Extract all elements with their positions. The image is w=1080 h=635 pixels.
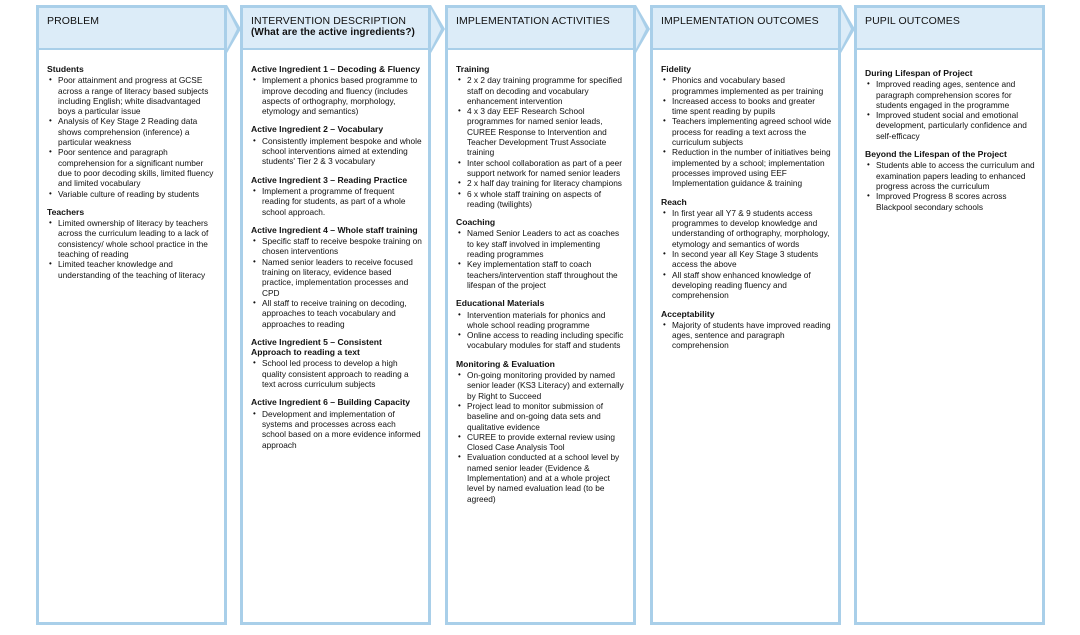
bullet-list <box>251 186 422 217</box>
section-title: Beyond the Lifespan of the Project <box>865 149 1007 160</box>
list-item: • Improved Progress 8 scores across Blackpool secondary schools <box>876 191 1036 212</box>
bullet-list <box>251 236 422 329</box>
column-body <box>448 50 633 504</box>
list-item: • Improved reading ages, sentence and paragraph comprehension scores for students engaged in the programme <box>876 79 1036 110</box>
list-item: • Development and implementation of systems and processes across each school based on a more evidence informed approach <box>262 409 422 450</box>
column-implementation-activities <box>445 5 636 625</box>
list-item: • Poor sentence and paragraph comprehension for a significant number due to poor decoding skills, limited fluency and limited vocabulary <box>58 147 218 188</box>
section-title: Reach <box>661 196 687 207</box>
list-item: • School led process to develop a high quality consistent approach to reading a text across curriculum subjects <box>262 358 422 389</box>
bullet-list <box>47 218 218 280</box>
list-item: • Teachers implementing agreed school wide process for reading a text across the curriculum subjects <box>672 116 832 147</box>
list-item: • Specific staff to receive bespoke training on chosen interventions <box>262 236 422 257</box>
column-title: PROBLEM <box>47 15 100 27</box>
section-title: Acceptability <box>661 308 715 319</box>
column-body <box>653 50 838 351</box>
list-item: • Majority of students have improved reading ages, sentence and paragraph comprehension <box>672 320 832 351</box>
column-header <box>857 8 1042 50</box>
bullet-list <box>661 208 832 301</box>
section-title: Students <box>47 64 84 74</box>
list-item: • Phonics and vocabulary based programmes implemented as per training <box>672 75 832 96</box>
bullet-list <box>456 310 627 351</box>
column-header <box>653 8 838 50</box>
column-body <box>39 50 224 280</box>
list-item: • CUREE to provide external review using Closed Case Analysis Tool <box>467 432 627 453</box>
list-item: • Named senior leaders to receive focused training on literacy, evidence based practice, implementation processes and CPD <box>262 257 422 298</box>
list-item: • Evaluation conducted at a school level by named senior leader (Evidence & Implementation) and at a whole project level by named evaluation lead (to be agreed) <box>467 452 627 503</box>
section-title: Active Ingredient 6 – Building Capacity <box>251 397 411 408</box>
column-body <box>243 50 428 450</box>
list-item: • Limited ownership of literacy by teachers across the curriculum leading to a lack of consistency/ whole school practice in the teaching of reading <box>58 218 218 259</box>
bullet-list <box>865 79 1036 141</box>
list-item: • Consistently implement bespoke and whole school interventions aimed at extending students' Tier 2 & 3 vocabulary <box>262 136 422 167</box>
column-title: INTERVENTION DESCRIPTION <box>251 15 407 27</box>
section-title: Active Ingredient 3 – Reading Practice <box>251 174 408 185</box>
section-title: Fidelity <box>661 64 692 74</box>
list-item: • 2 x half day training for literacy champions <box>467 178 627 188</box>
list-item: • Project lead to monitor submission of baseline and on-going data sets and qualitative evidence <box>467 401 627 432</box>
bullet-list <box>47 75 218 199</box>
list-item: • In second year all Key Stage 3 students access the above <box>672 249 832 270</box>
list-item: • All staff to receive training on decoding, approaches to teach vocabulary and approaches to reading <box>262 298 422 329</box>
column-header <box>39 8 224 50</box>
list-item: • Inter school collaboration as part of a peer support network for named senior leaders <box>467 158 627 179</box>
bullet-list <box>251 409 422 450</box>
list-item: • Poor attainment and progress at GCSE across a range of literacy based subjects including English; white disadvantaged boys a particular issue <box>58 75 218 116</box>
list-item: • Implement a programme of frequent reading for students, as part of a whole school approach. <box>262 186 422 217</box>
list-item: • All staff show enhanced knowledge of developing reading fluency and comprehension <box>672 270 832 301</box>
section-title: Active Ingredient 4 – Whole staff training <box>251 224 418 235</box>
arrow-right-icon <box>841 5 855 53</box>
column-implementation-outcomes <box>650 5 841 625</box>
section-title: Coaching <box>456 217 496 228</box>
bullet-list <box>661 75 832 188</box>
arrow-right-icon <box>636 5 650 53</box>
list-item: • Named Senior Leaders to act as coaches to key staff involved in implementing reading programmes <box>467 228 627 259</box>
bullet-list <box>251 75 422 116</box>
section-title: Active Ingredient 1 – Decoding & Fluency <box>251 64 421 74</box>
list-item: • Intervention materials for phonics and whole school reading programme <box>467 310 627 331</box>
section-title: Active Ingredient 2 – Vocabulary <box>251 124 384 135</box>
section-title: During Lifespan of Project <box>865 68 973 78</box>
arrow-right-icon <box>227 5 241 53</box>
bullet-list <box>251 136 422 167</box>
bullet-list <box>661 320 832 351</box>
list-item: • Implement a phonics based programme to improve decoding and fluency (includes aspects of orthography, morphology, etymology and semantics) <box>262 75 422 116</box>
list-item: • Variable culture of reading by students <box>58 189 218 199</box>
list-item: • Reduction in the number of initiatives being implemented by a school; implementation processes improved using EEF Implementation guidance & training <box>672 147 832 188</box>
list-item: • Online access to reading including specific vocabulary modules for staff and students <box>467 330 627 351</box>
section-title: Training <box>456 64 490 74</box>
column-title: IMPLEMENTATION OUTCOMES <box>661 15 819 27</box>
bullet-list <box>456 75 627 209</box>
bullet-list <box>251 358 422 389</box>
column-subtitle: (What are the active ingredients?) <box>251 27 415 38</box>
column-header <box>243 8 428 50</box>
section-title: Active Ingredient 5 – Consistent Approach to reading a text <box>251 336 382 358</box>
column-header <box>448 8 633 50</box>
list-item: • In first year all Y7 & 9 students access programmes to develop knowledge and understanding of orthography, morphology, etymology and semantics of words <box>672 208 832 249</box>
list-item: • Improved student social and emotional development, particularly confidence and self-efficacy <box>876 110 1036 141</box>
arrow-right-icon <box>431 5 445 53</box>
list-item: • Key implementation staff to coach teachers/intervention staff throughout the lifespan of the project <box>467 259 627 290</box>
column-body <box>857 50 1042 212</box>
list-item: • 2 x 2 day training programme for specified staff on decoding and vocabulary enhancement intervention <box>467 75 627 106</box>
column-title: IMPLEMENTATION ACTIVITIES <box>456 15 610 27</box>
list-item: • 6 x whole staff training on aspects of reading (twilights) <box>467 189 627 210</box>
section-title: Teachers <box>47 206 85 217</box>
list-item: • On-going monitoring provided by named senior leader (KS3 Literacy) and externally by Right to Succeed <box>467 370 627 401</box>
section-title: Educational Materials <box>456 298 545 309</box>
section-title: Monitoring & Evaluation <box>456 358 555 369</box>
column-problem <box>36 5 227 625</box>
column-intervention-description <box>240 5 431 625</box>
list-item: • 4 x 3 day EEF Research School programmes for named senior leads, CUREE Response to Intervention and Teacher Development Trust Associate training <box>467 106 627 157</box>
list-item: • Increased access to books and greater time spent reading by pupils <box>672 96 832 117</box>
column-title: PUPIL OUTCOMES <box>865 15 960 27</box>
list-item: • Students able to access the curriculum and examination papers leading to enhanced progress across the curriculum <box>876 160 1036 191</box>
bullet-list <box>456 370 627 504</box>
list-item: • Analysis of Key Stage 2 Reading data shows comprehension (inference) a particular weakness <box>58 116 218 147</box>
bullet-list <box>865 160 1036 211</box>
list-item: • Limited teacher knowledge and understanding of the teaching of literacy <box>58 259 218 280</box>
bullet-list <box>456 228 627 290</box>
column-pupil-outcomes <box>854 5 1045 625</box>
